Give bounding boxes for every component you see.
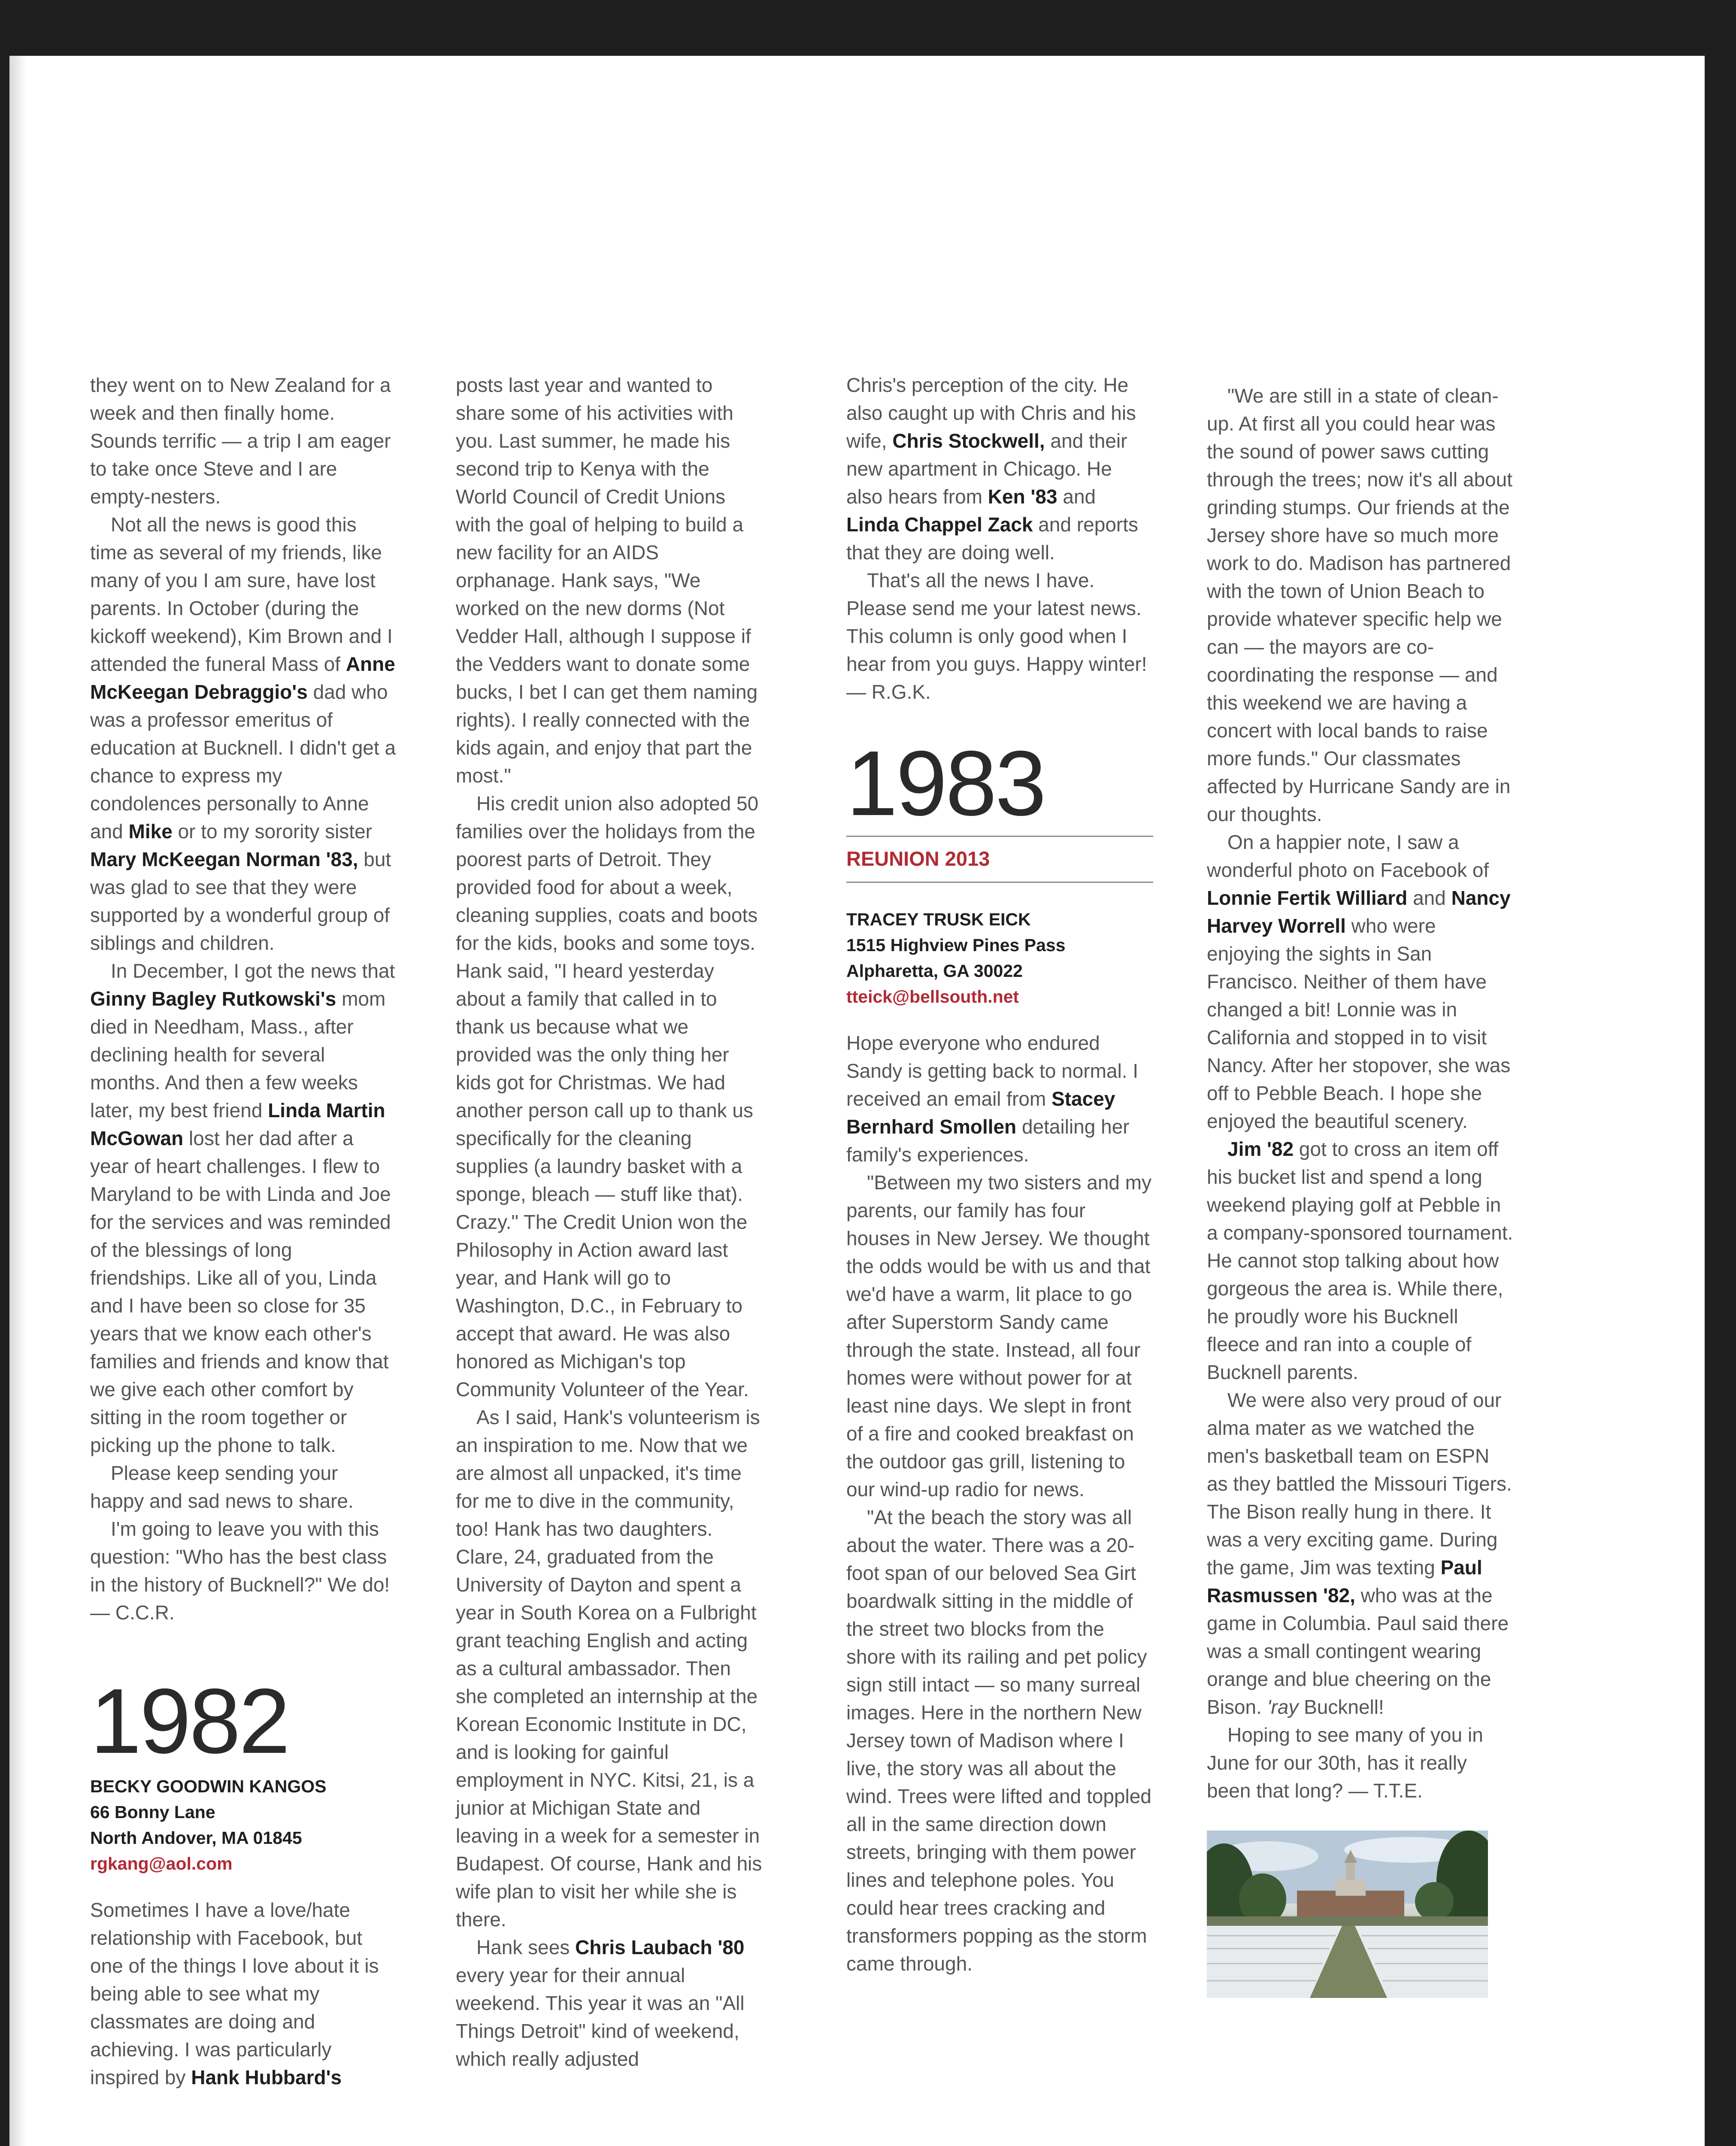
paragraph: posts last year and wanted to share some of his activities with you. Last summer, he made his second trip to Kenya with the World Council of Credit Unions with the goal of helping to build a new facility for an AIDS orphanage. Hank says, "We worked on the new dorms (Not Vedder Hall, although I suppose if the Vedders want to donate some bucks, I bet I can get them naming rights). I really connected with the kids again, and enjoy that part the most." — [456, 374, 758, 787]
secretary-city: Alpharetta, GA 30022 — [846, 961, 1023, 981]
secretary-city: North Andover, MA 01845 — [90, 1828, 302, 1848]
campus-quad-illustration — [1207, 1831, 1488, 1998]
paragraph: Not all the news is good this time as several of my friends, like many of you I am sure, have lost parents. In October (during the kickoff weekend), Kim Brown and I attended the funeral Mass of Anne McKeegan Debraggio's dad who was a professor emeritus of education at Bucknell. I didn't get a chance to express my condolences personally to Anne and Mike or to my sorority sister Mary McKeegan Norman '83, but was glad to see that they were supported by a wonderful group of siblings and children. — [90, 513, 396, 954]
class-secretary-address — [90, 1773, 397, 1876]
paragraph: "At the beach the story was all about the water. There was a 20-foot span of our beloved Sea Girt boardwalk sitting in the middle of the street two blocks from the shore with its railing and pet policy sign still intact — so many surreal images. Here in the northern New Jersey town of Madison where I live, the story was all about the wind. Trees were lifted and toppled all in the same direction down streets, bringing with them power lines and telephone poles. You could hear trees cracking and transformers popping as the storm came through. — [846, 1506, 1151, 1975]
paragraph: As I said, Hank's volunteerism is an inspiration to me. Now that we are almost all unpacked, it's time for me to dive in the community, too! Hank has two daughters. Clare, 24, graduated from the University of Dayton and spent a year in South Korea on a Fulbright grant teaching English and acting as a cultural ambassador. Then she completed an internship at the Korean Economic Institute in DC, and is looking for gainful employment in NYC. Kitsi, 21, is a junior at Michigan State and leaving in a week for a semester in Budapest. Of course, Hank and his wife plan to visit her while she is there. — [456, 1406, 762, 1931]
paragraph: His credit union also adopted 50 families over the holidays from the poorest parts of Detroit. They provided food for about a week, cleaning supplies, coats and boots for the kids, books and some toys. Hank said, "I heard yesterday about a family that called in to thank us because what we provided was the only thing her kids got for Christmas. We had another person call up to thank us specifically for the cleaning supplies (a laundry basket with a sponge, bleach — stuff like that). Crazy." The Credit Union won the Philosophy in Action award last year, and Hank will go to Washington, D.C., in February to accept that award. He was also honored as Michigan's top Community Volunteer of the Year. — [456, 792, 759, 1400]
column-4 — [1207, 382, 1514, 1998]
paragraph: Chris's perception of the city. He also caught up with Chris and his wife, Chris Stockwell, and their new apartment in Chicago. He also hears from Ken '83 and Linda Chappel Zack and reports that they are doing well. — [846, 374, 1139, 564]
class-year-heading: 1982 — [90, 1669, 289, 1773]
secretary-name: TRACEY TRUSK EICK — [846, 909, 1031, 929]
paragraph: Hank sees Chris Laubach '80 every year for their annual weekend. This year it was an "All Things Detroit" kind of weekend, which really adjusted — [456, 1936, 745, 2070]
campus-photo — [1207, 1831, 1488, 1998]
paragraph: they went on to New Zealand for a week and then finally home. Sounds terrific — a trip I am eager to take once Steve and I are empty-nesters. — [90, 374, 391, 508]
secretary-email[interactable]: tteick@bellsouth.net — [846, 987, 1019, 1006]
paragraph: Hoping to see many of you in June for our 30th, has it really been that long? — T.T.E. — [1207, 1724, 1483, 1802]
paragraph: Please keep sending your happy and sad news to share. — [90, 1462, 354, 1512]
secretary-street: 1515 Highview Pines Pass — [846, 935, 1066, 955]
paragraph: Hope everyone who endured Sandy is getting back to normal. I received an email from Stacey Bernhard Smollen detailing her family's experiences. — [846, 1032, 1139, 1166]
paragraph: That's all the news I have. Please send me your latest news. This column is only good when I hear from you guys. Happy winter! — R.G.K. — [846, 569, 1147, 703]
column-2 — [456, 371, 763, 2073]
secretary-street: 66 Bonny Lane — [90, 1802, 215, 1822]
column-1 — [90, 371, 397, 2091]
paragraph: Jim '82 got to cross an item off his bucket list and spend a long weekend playing golf at Pebble in a company-sponsored tournament. He cannot stop talking about how gorgeous the area is. While there, he proudly wore his Bucknell fleece and ran into a couple of Bucknell parents. — [1207, 1138, 1513, 1383]
paragraph: On a happier note, I saw a wonderful photo on Facebook of Lonnie Fertik Williard and Nancy Harvey Worrell who were enjoying the sights in San Francisco. Neither of them have changed a bit! Lonnie was in California and stopped in to visit Nancy. After her stopover, she was off to Pebble Beach. I hope she enjoyed the beautiful scenery. — [1207, 831, 1511, 1132]
paragraph: We were also very proud of our alma mater as we watched the men's basketball team on ESPN as they battled the Missouri Tigers. The Bison really hung in there. It was a very exciting game. During the game, Jim was texting Paul Rasmussen '82, who was at the game in Columbia. Paul said there was a small contingent wearing orange and blue cheering on the Bison. 'ray Bucknell! — [1207, 1389, 1512, 1718]
paragraph: "Between my two sisters and my parents, our family has four houses in New Jersey. We thought the odds would be with us and that we'd have a warm, lit place to go after Superstorm Sandy came through the state. Instead, all four homes were without power for at least nine days. We slept in front of a fire and cooked breakfast on the outdoor gas grill, listening to our wind-up radio for news. — [846, 1171, 1152, 1500]
paragraph: Sometimes I have a love/hate relationship with Facebook, but one of the things I love about it is being able to see what my classmates are doing and achieving. I was particularly inspired by Hank Hubbard's — [90, 1899, 379, 2088]
column-3 — [846, 371, 1153, 1978]
secretary-email[interactable]: rgkang@aol.com — [90, 1854, 233, 1873]
secretary-name: BECKY GOODWIN KANGOS — [90, 1776, 327, 1796]
paragraph: I'm going to leave you with this question: "Who has the best class in the history of Bucknell?" We do! — C.C.R. — [90, 1518, 390, 1624]
binding-shadow — [9, 56, 27, 2146]
magazine-page — [9, 56, 1705, 2146]
paragraph: "We are still in a state of clean-up. At first all you could hear was the sound of power saws cutting through the trees; now it's all about grinding stumps. Our friends at the Jersey shore have so much more work to do. Madison has partnered with the town of Union Beach to provide whatever specific help we can — the mayors are co-coordinating the response — and this weekend we are having a concert with local bands to raise more funds." Our classmates affected by Hurricane Sandy are in our thoughts. — [1207, 385, 1512, 825]
class-year-heading: 1983 — [846, 731, 1045, 835]
class-secretary-address — [846, 906, 1153, 1009]
reunion-banner: REUNION 2013 — [846, 836, 1153, 883]
paragraph: In December, I got the news that Ginny Bagley Rutkowski's mom died in Needham, Mass., after declining health for several months. And then a few weeks later, my best friend Linda Martin McGowan lost her dad after a year of heart challenges. I flew to Maryland to be with Linda and Joe for the services and was reminded of the blessings of long friendships. Like all of you, Linda and I have been so close for 35 years that we know each other's families and friends and know that we give each other comfort by sitting in the room together or picking up the phone to talk. — [90, 960, 395, 1456]
